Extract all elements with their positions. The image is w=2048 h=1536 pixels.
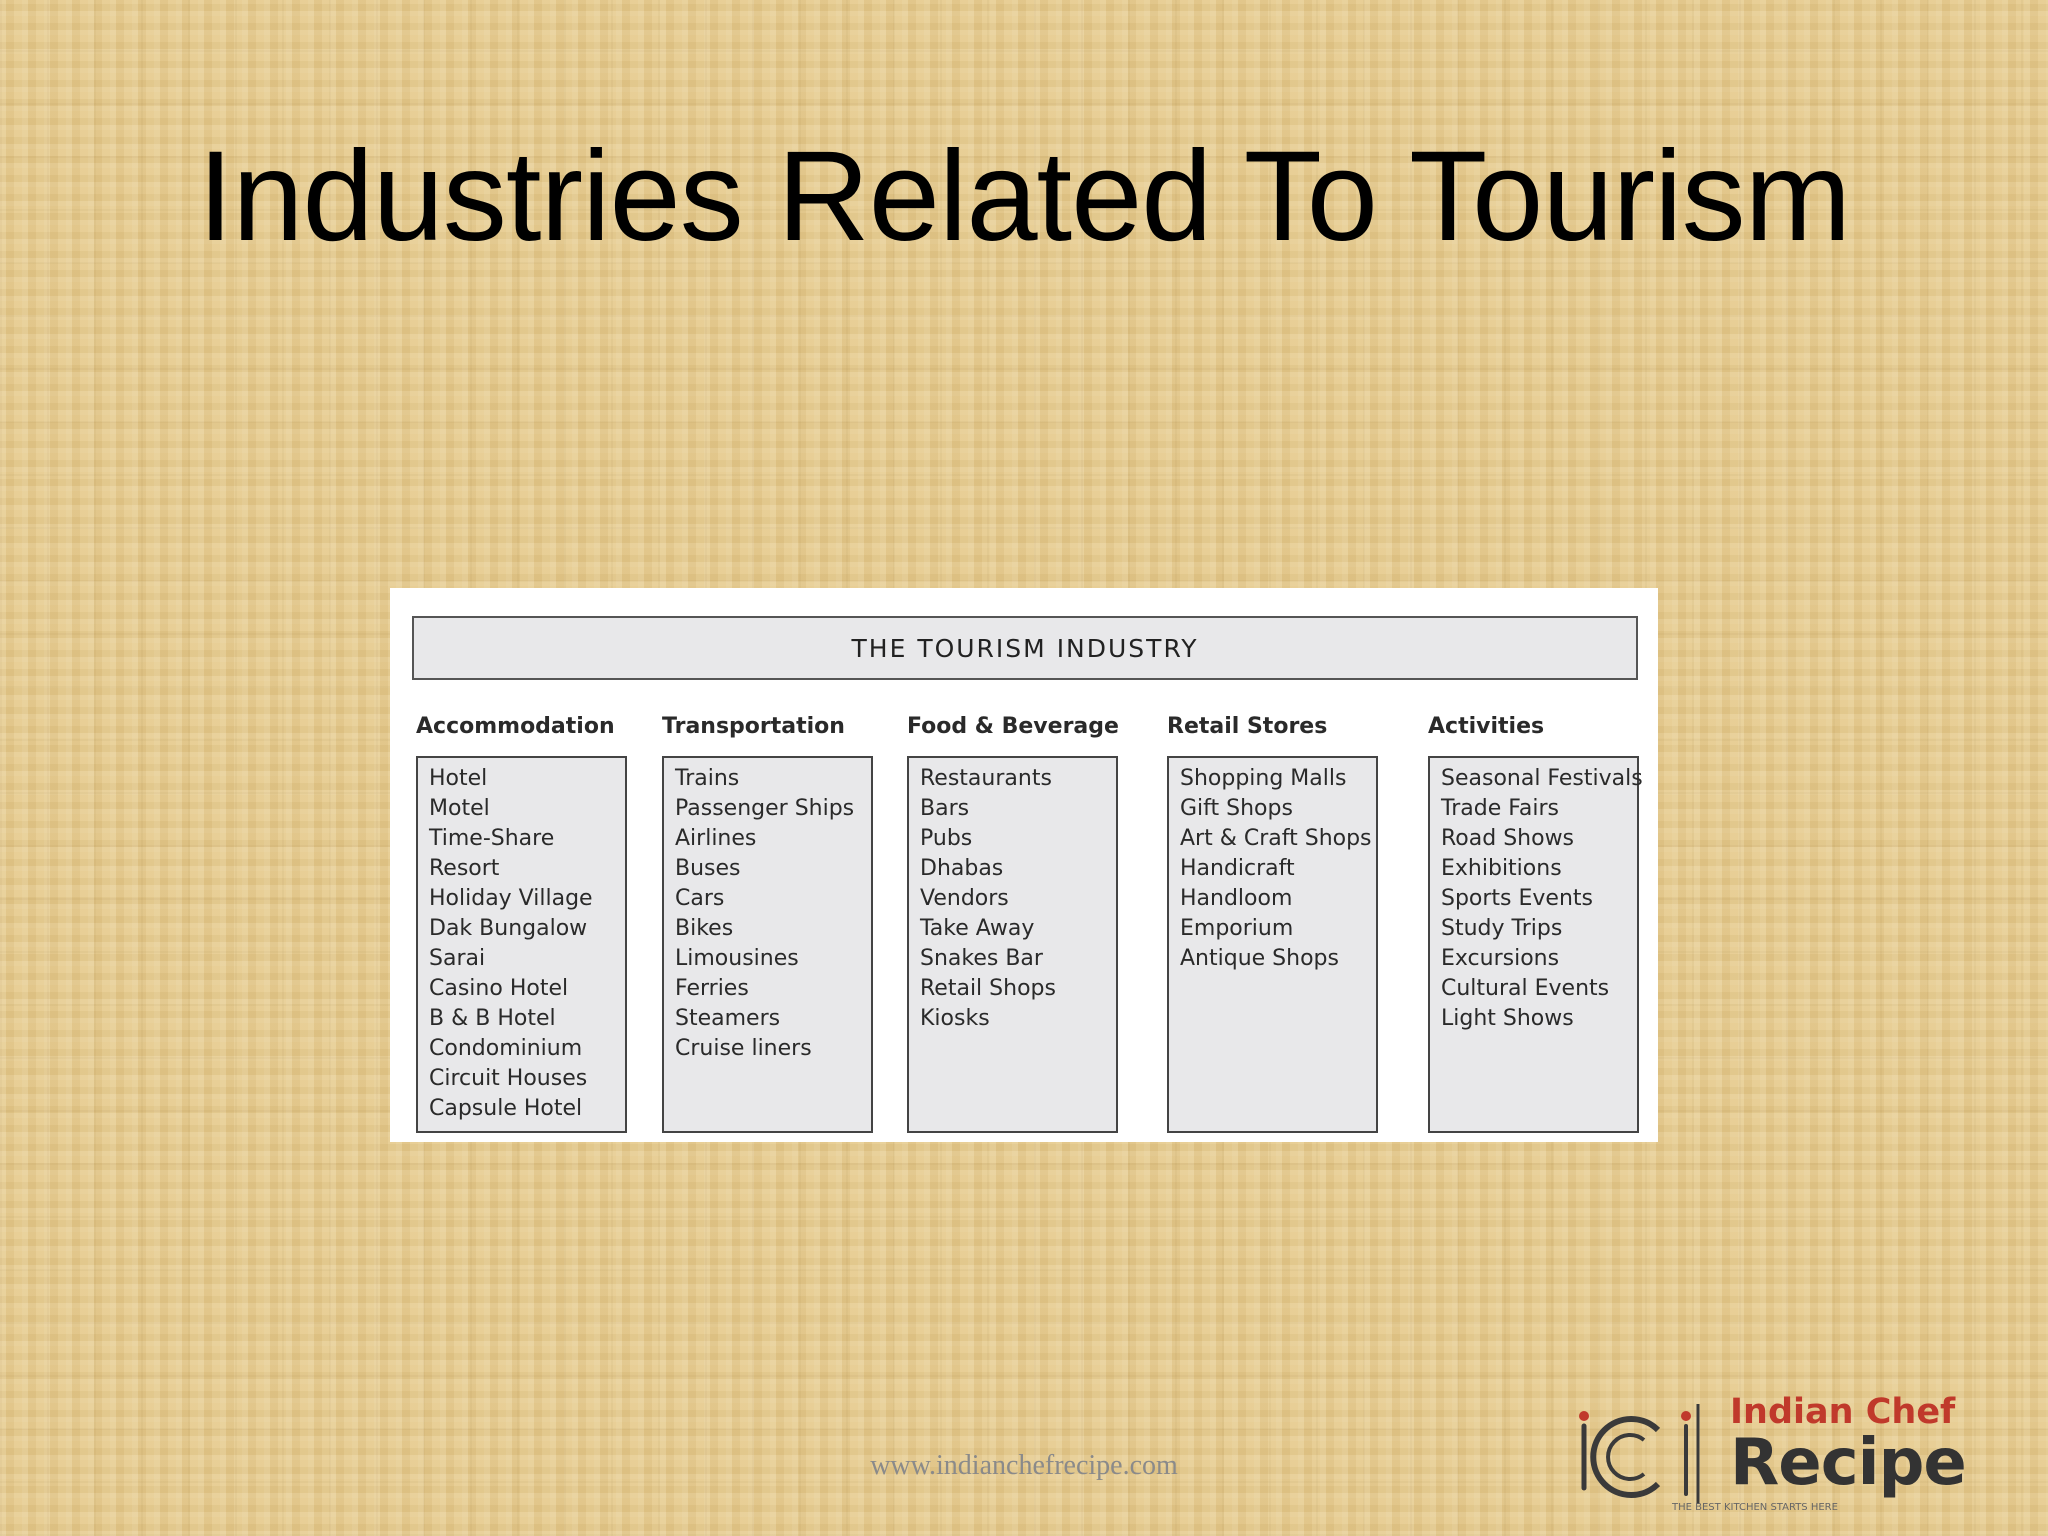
category-transportation bbox=[662, 712, 873, 1133]
category-title: Accommodation bbox=[416, 714, 615, 739]
list-item: Holiday Village bbox=[429, 886, 593, 911]
list-item: Trains bbox=[675, 766, 740, 791]
list-item: Light Shows bbox=[1441, 1006, 1574, 1031]
brand-logo bbox=[1574, 1384, 2014, 1524]
list-item: Buses bbox=[675, 856, 741, 881]
category-list bbox=[1428, 756, 1643, 1133]
list-item: Bars bbox=[920, 796, 970, 821]
chef-logo-icon bbox=[1574, 1396, 1704, 1511]
list-item: Gift Shops bbox=[1180, 796, 1293, 821]
category-food-beverage bbox=[907, 712, 1119, 1133]
list-item: Resort bbox=[429, 856, 500, 881]
category-list bbox=[416, 756, 627, 1133]
list-item: Study Trips bbox=[1441, 916, 1563, 941]
list-item: Ferries bbox=[675, 976, 749, 1001]
list-item: Casino Hotel bbox=[429, 976, 569, 1001]
list-item: Antique Shops bbox=[1180, 946, 1339, 971]
list-item: Snakes Bar bbox=[920, 946, 1043, 971]
list-item: Motel bbox=[429, 796, 490, 821]
list-item: Capsule Hotel bbox=[429, 1096, 583, 1121]
logo-text-line2: Recipe bbox=[1730, 1426, 1966, 1500]
category-retail-stores bbox=[1167, 712, 1378, 1133]
list-item: Kiosks bbox=[920, 1006, 990, 1031]
list-item: Limousines bbox=[675, 946, 799, 971]
list-item: Steamers bbox=[675, 1006, 781, 1031]
list-item: Pubs bbox=[920, 826, 973, 851]
list-item: B & B Hotel bbox=[429, 1006, 556, 1031]
list-item: Sarai bbox=[429, 946, 486, 971]
list-item: Retail Shops bbox=[920, 976, 1056, 1001]
category-title: Food & Beverage bbox=[907, 714, 1119, 739]
list-item: Dhabas bbox=[920, 856, 1004, 881]
list-item: Airlines bbox=[675, 826, 757, 851]
category-list bbox=[907, 756, 1118, 1133]
category-title: Transportation bbox=[662, 714, 845, 739]
list-item: Road Shows bbox=[1441, 826, 1575, 851]
list-item: Hotel bbox=[429, 766, 488, 791]
list-item: Cars bbox=[675, 886, 725, 911]
list-item: Cultural Events bbox=[1441, 976, 1610, 1001]
logo-text-line1: Indian Chef bbox=[1730, 1392, 1956, 1432]
category-activities bbox=[1428, 712, 1643, 1133]
list-item: Handicraft bbox=[1180, 856, 1295, 881]
list-item: Excursions bbox=[1441, 946, 1560, 971]
list-item: Dak Bungalow bbox=[429, 916, 588, 941]
list-item: Passenger Ships bbox=[675, 796, 855, 821]
list-item: Take Away bbox=[920, 916, 1035, 941]
list-item: Circuit Houses bbox=[429, 1066, 588, 1091]
tourism-industry-diagram bbox=[390, 588, 1658, 1142]
list-item: Vendors bbox=[920, 886, 1009, 911]
list-item: Restaurants bbox=[920, 766, 1052, 791]
category-title: Retail Stores bbox=[1167, 714, 1328, 739]
list-item: Trade Fairs bbox=[1441, 796, 1559, 821]
list-item: Time-Share bbox=[429, 826, 555, 851]
slide-title: Industries Related To Tourism bbox=[197, 125, 1851, 268]
category-accommodation bbox=[416, 712, 627, 1133]
logo-tagline: THE BEST KITCHEN STARTS HERE bbox=[1672, 1502, 1838, 1513]
category-title: Activities bbox=[1428, 714, 1545, 739]
list-item: Cruise liners bbox=[675, 1036, 812, 1061]
list-item: Emporium bbox=[1180, 916, 1294, 941]
list-item: Bikes bbox=[675, 916, 734, 941]
list-item: Sports Events bbox=[1441, 886, 1594, 911]
list-item: Shopping Malls bbox=[1180, 766, 1347, 791]
category-list bbox=[662, 756, 873, 1133]
list-item: Handloom bbox=[1180, 886, 1293, 911]
list-item: Condominium bbox=[429, 1036, 583, 1061]
list-item: Seasonal Festivals bbox=[1441, 766, 1643, 791]
diagram-header: THE TOURISM INDUSTRY bbox=[412, 616, 1638, 680]
list-item: Art & Craft Shops bbox=[1180, 826, 1372, 851]
category-list bbox=[1167, 756, 1378, 1133]
list-item: Exhibitions bbox=[1441, 856, 1562, 881]
footer-url: www.indianchefrecipe.com bbox=[870, 1450, 1178, 1481]
